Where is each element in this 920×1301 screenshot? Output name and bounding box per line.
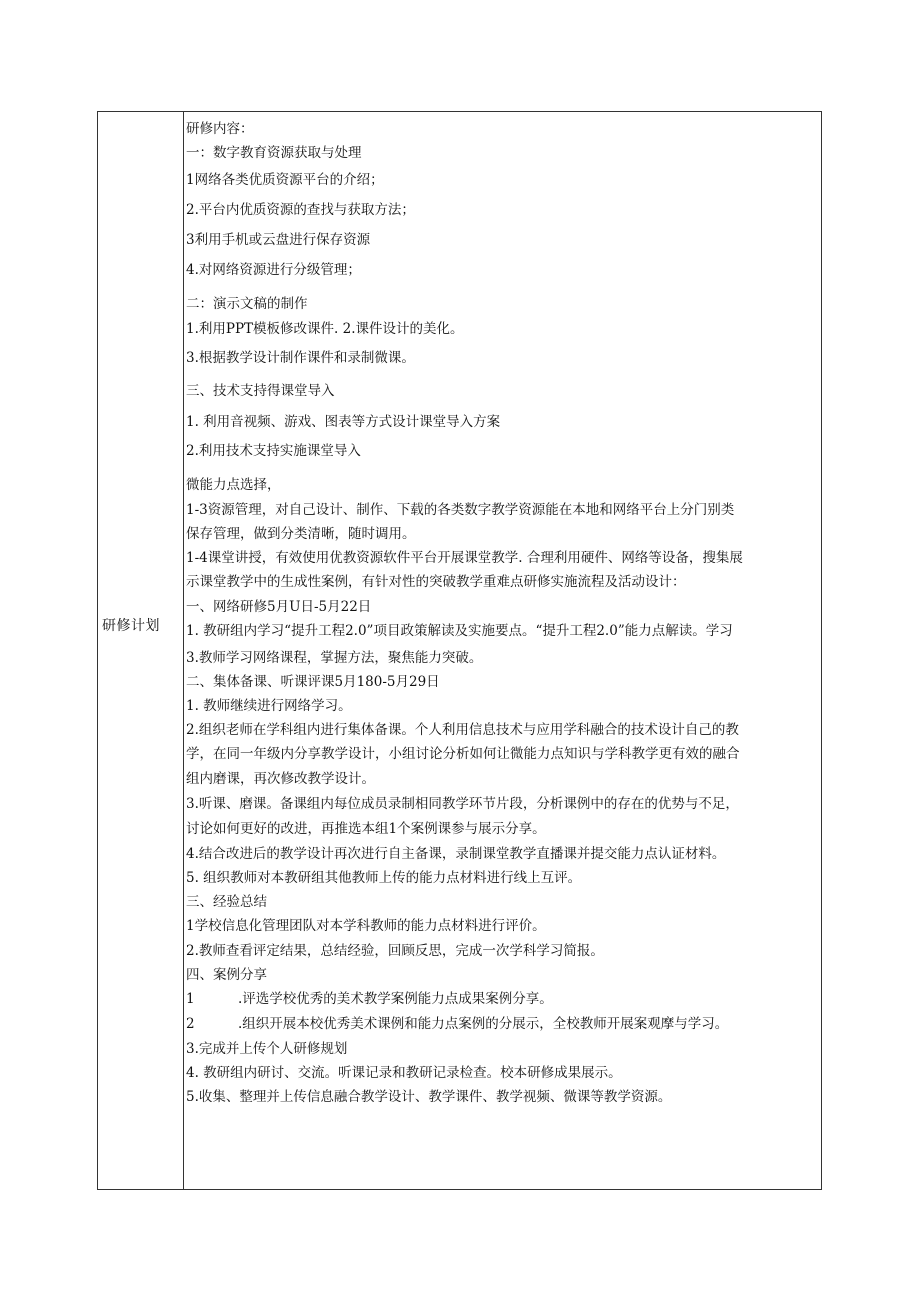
content-line: 二：演示文稿的制作	[186, 296, 308, 312]
content-line: 4. 教研组内研讨、交流。听课记录和教研记录检查。校本研修成果展示。	[186, 1065, 622, 1081]
row-label-cell	[98, 112, 184, 1189]
content-line: 5.收集、整理并上传信息融合教学设计、教学课件、教学视频、微课等教学资源。	[186, 1089, 672, 1105]
content-line: 5. 组织教师对本教研组其他教师上传的能力点材料进行线上互评。	[186, 870, 582, 886]
content-line: 1.利用PPT模板修改课件. 2.课件设计的美化。	[186, 321, 464, 337]
content-line: 讨论如何更好的改进，再推选本组1个案例课参与展示分享。	[186, 821, 546, 837]
content-line: 2.利用技术支持实施课堂导入	[186, 443, 361, 459]
content-line: 一：数字教育资源获取与处理	[186, 145, 362, 161]
content-line: 一、网络研修5月U日-5月22日	[186, 599, 372, 615]
content-line: 1-4课堂讲授，有效使用优教资源软件平台开展课堂教学. 合理利用硬件、网络等设备，搜集展	[186, 550, 743, 566]
list-text: .组织开展本校优秀美术课例和能力点案例的分展示，全校教师开展案观摩与学习。	[238, 1016, 729, 1032]
content-line: 1-3资源管理，对自己设计、制作、下载的各类数字教学资源能在本地和网络平台上分门别类	[186, 502, 735, 518]
content-line: 示课堂教学中的生成性案例，有针对性的突破教学重难点研修实施流程及活动设计：	[186, 574, 686, 590]
content-line: 研修内容：	[186, 121, 254, 137]
numbered-line	[186, 1015, 728, 1033]
content-line: 3.听课、磨课。备课组内每位成员录制相同教学环节片段，分析课例中的存在的优势与不足，	[186, 796, 739, 812]
content-line: 四、案例分享	[186, 967, 267, 983]
content-line: 3利用手机或云盘进行保存资源	[186, 232, 371, 248]
row-label: 研修计划	[102, 618, 160, 634]
content-line: 1学校信息化管理团队对本学科教师的能力点材料进行评价。	[186, 918, 546, 934]
list-number: 2	[186, 1016, 195, 1032]
list-text: .评选学校优秀的美术教学案例能力点成果案例分享。	[238, 991, 553, 1007]
list-number: 1	[186, 991, 195, 1007]
content-cell	[184, 112, 821, 1189]
content-line: 1. 教研组内学习“提升工程2.0”项目政策解读及实施要点。“提升工程2.0”能力点解读。学习	[186, 623, 733, 639]
content-line: 4.结合改进后的教学设计再次进行自主备课，录制课堂教学直播课并提交能力点认证材料。	[186, 846, 726, 862]
content-line: 三、经验总结	[186, 894, 267, 910]
content-line: 学，在同一年级内分享教学设计，小组讨论分析如何让微能力点知识与学科教学更有效的融合	[186, 746, 740, 762]
content-line: 2.组织老师在学科组内进行集体备课。个人利用信息技术与应用学科融合的技术设计自己的教	[186, 722, 739, 738]
content-line: 二、集体备课、听课评课5月180-5月29日	[186, 674, 440, 690]
content-line: 1网络各类优质资源平台的介绍；	[186, 172, 384, 188]
content-line: 2.教师查看评定结果，总结经验，回顾反思，完成一次学科学习简报。	[186, 943, 604, 959]
content-line: 3.教师学习网络课程，掌握方法，聚焦能力突破。	[186, 650, 483, 666]
content-line: 3.根据教学设计制作课件和录制微课。	[186, 350, 415, 366]
content-line: 1. 教师继续进行网络学习。	[186, 698, 352, 714]
content-line: 4.对网络资源进行分级管理；	[186, 262, 361, 278]
content-line: 保存管理，做到分类清晰，随时调用。	[186, 526, 416, 542]
plan-table	[97, 111, 822, 1190]
content-line: 3.完成并上传个人研修规划	[186, 1041, 348, 1057]
content-line: 1. 利用音视频、游戏、图表等方式设计课堂导入方案	[186, 414, 501, 430]
content-line: 三、技术支持得课堂导入	[186, 383, 335, 399]
numbered-line	[186, 990, 553, 1008]
content-line: 2.平台内优质资源的查找与获取方法；	[186, 202, 415, 218]
content-line: 微能力点选择，	[186, 477, 281, 493]
content-line: 组内磨课，再次修改教学设计。	[186, 771, 375, 787]
